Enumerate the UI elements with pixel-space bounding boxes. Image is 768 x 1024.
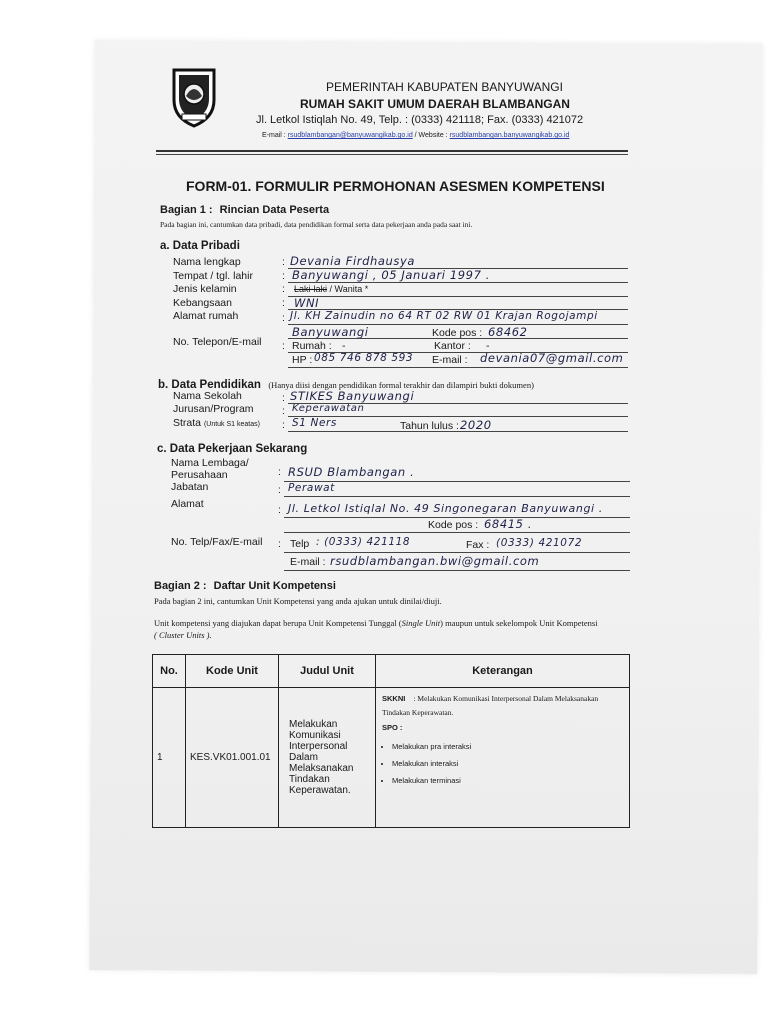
list-item: • Melakukan pra interaksi bbox=[392, 738, 625, 755]
spo-list bbox=[382, 738, 625, 789]
label-jenis-kelamin: Jenis kelamin bbox=[173, 283, 237, 295]
section-1-title: Bagian 1 : Rincian Data Peserta bbox=[160, 204, 330, 216]
cell-keterangan bbox=[376, 688, 630, 828]
field-jenis-kelamin[interactable]: Laki-laki / Wanita * bbox=[294, 284, 369, 294]
colon: : bbox=[282, 340, 285, 352]
header-website-link[interactable]: rsudblambangan.banyuwangikab.go.id bbox=[449, 132, 570, 139]
field-email-kantor[interactable]: rsudblambangan.bwi@gmail.com bbox=[330, 554, 540, 568]
header-divider-thin bbox=[156, 154, 628, 155]
underline bbox=[288, 431, 628, 432]
colon: : bbox=[282, 297, 285, 309]
header-email-link[interactable]: rsudblambangan@banyuwangikab.go.id bbox=[287, 132, 413, 139]
field-telp-kantor[interactable]: - bbox=[486, 340, 490, 352]
label-strata: Strata (Untuk S1 keatas) bbox=[173, 417, 260, 429]
colon: : bbox=[282, 419, 285, 431]
underline bbox=[284, 496, 630, 497]
field-alamat-rumah-line1[interactable]: Jl. KH Zainudin no 64 RT 02 RW 01 Krajan Rogojampi bbox=[290, 310, 598, 322]
field-alamat-rumah-line2[interactable]: Banyuwangi bbox=[292, 325, 369, 339]
section-2-description: Pada bagian 2 ini, cantumkan Unit Kompetensi yang anda ajukan untuk dinilai/diuji. bbox=[154, 596, 442, 606]
label-tempat-tgl-lahir: Tempat / tgl. lahir bbox=[173, 270, 253, 282]
header-government: PEMERINTAH KABUPATEN BANYUWANGI bbox=[326, 80, 563, 94]
col-header-keterangan: Keterangan bbox=[376, 655, 630, 688]
underline bbox=[288, 338, 628, 339]
field-email-pribadi[interactable]: devania07@gmail.com bbox=[480, 351, 624, 365]
label-kode-pos-kantor: Kode pos : bbox=[428, 519, 479, 531]
field-hp[interactable]: 085 746 878 593 bbox=[314, 352, 414, 364]
table-row bbox=[153, 688, 630, 828]
label-telp-kantor: Kantor : bbox=[434, 340, 471, 352]
underline bbox=[284, 532, 630, 533]
underline bbox=[288, 367, 628, 368]
section-2-note-cluster: ( Cluster Units ). bbox=[154, 630, 212, 640]
field-strata[interactable]: S1 Ners bbox=[292, 417, 337, 429]
colon: : bbox=[278, 484, 281, 496]
list-item: • Melakukan terminasi bbox=[392, 772, 625, 789]
skkni-line: SKKNI : Melakukan Komunikasi Interpersonal Dalam Melaksanakan bbox=[382, 694, 599, 703]
col-header-judul-unit: Judul Unit bbox=[279, 655, 376, 688]
field-jabatan[interactable]: Perawat bbox=[288, 482, 335, 494]
label-telp-rumah: Rumah : bbox=[292, 340, 332, 352]
colon: : bbox=[282, 405, 285, 417]
label-fax: Fax : bbox=[466, 539, 490, 551]
underline bbox=[284, 481, 630, 482]
colon: : bbox=[282, 392, 285, 404]
col-header-kode-unit: Kode Unit bbox=[186, 655, 279, 688]
section-1-description: Pada bagian ini, cantumkan data pribadi, data pendidikan formal serta data pekerjaan anda pada saat ini. bbox=[160, 220, 473, 229]
header-divider bbox=[156, 150, 628, 152]
label-hp: HP : bbox=[292, 354, 313, 366]
label-email-kantor: E-mail : bbox=[290, 556, 326, 568]
field-telp-rumah[interactable]: - bbox=[342, 340, 346, 352]
colon: : bbox=[278, 538, 281, 550]
underline bbox=[288, 282, 628, 283]
colon: : bbox=[282, 270, 285, 282]
table-header-row bbox=[153, 655, 630, 688]
colon: : bbox=[282, 312, 285, 324]
unit-kompetensi-table bbox=[152, 654, 630, 828]
field-alamat-kantor[interactable]: Jl. Letkol Istiqlal No. 49 Singonegaran Banyuwangi . bbox=[288, 502, 603, 515]
label-jabatan: Jabatan bbox=[171, 481, 209, 493]
data-pekerjaan-heading: c. Data Pekerjaan Sekarang bbox=[157, 443, 308, 455]
col-header-no: No. bbox=[153, 655, 186, 688]
skkni-line-2: Tindakan Keperawatan. bbox=[382, 708, 454, 717]
label-alamat-kantor: Alamat bbox=[171, 498, 204, 510]
colon: : bbox=[278, 466, 281, 478]
label-perusahaan: Perusahaan bbox=[171, 469, 228, 481]
field-fax[interactable]: (0333) 421072 bbox=[496, 537, 583, 549]
label-telp-kantor: Telp bbox=[290, 538, 310, 550]
section-2-title: Bagian 2 : Daftar Unit Kompetensi bbox=[154, 580, 336, 592]
label-jurusan: Jurusan/Program bbox=[173, 403, 254, 415]
header-contact: E-mail : rsudblambangan@banyuwangikab.go.id / Website : rsudblambangan.banyuwangikab.go.id bbox=[262, 132, 570, 139]
section-2-note: Unit kompetensi yang diajukan dapat berupa Unit Kompetensi Tunggal (Single Unit) maupun untuk sekelompok Unit Kompetensi bbox=[154, 618, 598, 628]
label-tahun-lulus: Tahun lulus : bbox=[400, 420, 459, 432]
label-email-pribadi: E-mail : bbox=[432, 354, 468, 366]
list-item: • Melakukan interaksi bbox=[392, 755, 625, 772]
field-telp-kantor[interactable]: : (0333) 421118 bbox=[316, 536, 411, 548]
field-kode-pos-kantor[interactable]: 68415 . bbox=[484, 517, 533, 531]
underline bbox=[284, 517, 630, 518]
header-hospital-name: RUMAH SAKIT UMUM DAERAH BLAMBANGAN bbox=[300, 97, 570, 111]
label-alamat-rumah: Alamat rumah bbox=[173, 310, 239, 322]
label-kebangsaan: Kebangsaan bbox=[173, 297, 232, 309]
underline bbox=[284, 552, 630, 553]
label-telepon-email: No. Telepon/E-mail bbox=[173, 336, 262, 348]
colon: : bbox=[278, 504, 281, 516]
underline bbox=[284, 570, 630, 571]
field-tempat-tgl-lahir[interactable]: Banyuwangi , 05 Januari 1997 . bbox=[292, 268, 491, 282]
field-nama-sekolah[interactable]: STIKES Banyuwangi bbox=[290, 389, 415, 403]
label-nama-sekolah: Nama Sekolah bbox=[173, 390, 242, 402]
underline bbox=[288, 416, 628, 417]
form-title: FORM-01. FORMULIR PERMOHONAN ASESMEN KOMPETENSI bbox=[186, 178, 605, 194]
cell-kode-unit: KES.VK01.001.01 bbox=[186, 688, 279, 828]
label-nama-lengkap: Nama lengkap bbox=[173, 256, 241, 268]
header-address: Jl. Letkol Istiqlah No. 49, Telp. : (0333) 421118; Fax. (0333) 421072 bbox=[256, 114, 584, 126]
field-tahun-lulus[interactable]: 2020 bbox=[460, 418, 492, 432]
field-kebangsaan[interactable]: WNI bbox=[294, 296, 320, 310]
colon: : bbox=[282, 256, 285, 268]
label-telp-fax-email: No. Telp/Fax/E-mail bbox=[171, 536, 263, 548]
banyuwangi-emblem-logo bbox=[168, 66, 220, 128]
colon: : bbox=[282, 283, 285, 295]
cell-no: 1 bbox=[153, 688, 186, 828]
spo-label: SPO : bbox=[382, 723, 403, 732]
field-nama-lengkap[interactable]: Devania Firdhausya bbox=[290, 254, 416, 268]
field-nama-lembaga[interactable]: RSUD Blambangan . bbox=[288, 465, 415, 479]
data-pendidikan-note: (Hanya diisi dengan pendidikan formal terakhir dan dilampiri bukti dokumen) bbox=[268, 380, 534, 390]
field-kode-pos-rumah[interactable]: 68462 bbox=[488, 325, 528, 339]
cell-judul-unit: Melakukan Komunikasi Interpersonal Dalam Melaksanakan Tindakan Keperawatan. bbox=[279, 688, 376, 828]
data-pendidikan-heading: b. Data Pendidikan bbox=[158, 379, 261, 391]
field-jurusan[interactable]: Keperawatan bbox=[292, 403, 365, 414]
underline bbox=[288, 296, 628, 297]
label-kode-pos-rumah: Kode pos : bbox=[432, 327, 483, 339]
data-pribadi-heading: a. Data Pribadi bbox=[160, 240, 240, 252]
label-nama-lembaga: Nama Lembaga/ bbox=[171, 457, 249, 469]
